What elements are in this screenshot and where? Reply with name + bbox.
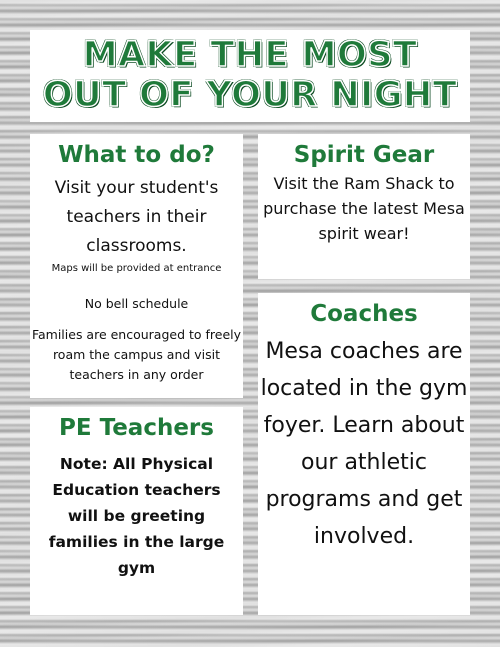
coaches-panel [258,293,470,615]
coaches-heading: Coaches [310,301,418,327]
spirit-gear-text: Visit the Ram Shack to purchase the latest Mesa spirit wear! [263,174,465,243]
title-line-2: OUT OF YOUR NIGHT [42,75,458,115]
pe-teachers-panel [30,407,243,615]
maps-note: Maps will be provided at entrance [51,263,222,274]
title-line-1: MAKE THE MOST [82,35,418,75]
what-to-do-panel [30,134,243,398]
spirit-gear-panel [258,134,470,279]
families-note: Families are encouraged to freely roam the campus and visit teachers in any order [31,327,242,382]
what-to-do-main-text: Visit your student's teachers in their classrooms. [54,178,219,256]
pe-teachers-text: Note: All Physical Education teachers will be greeting families in the large gym [48,455,225,577]
title-banner [30,30,470,122]
spirit-gear-heading: Spirit Gear [293,142,435,168]
what-to-do-heading: What to do? [58,142,215,168]
coaches-text: Mesa coaches are located in the gym foyer. Learn about our athletic programs and get involved. [260,339,468,549]
pe-teachers-heading: PE Teachers [59,415,214,441]
bell-schedule-note: No bell schedule [84,296,189,311]
